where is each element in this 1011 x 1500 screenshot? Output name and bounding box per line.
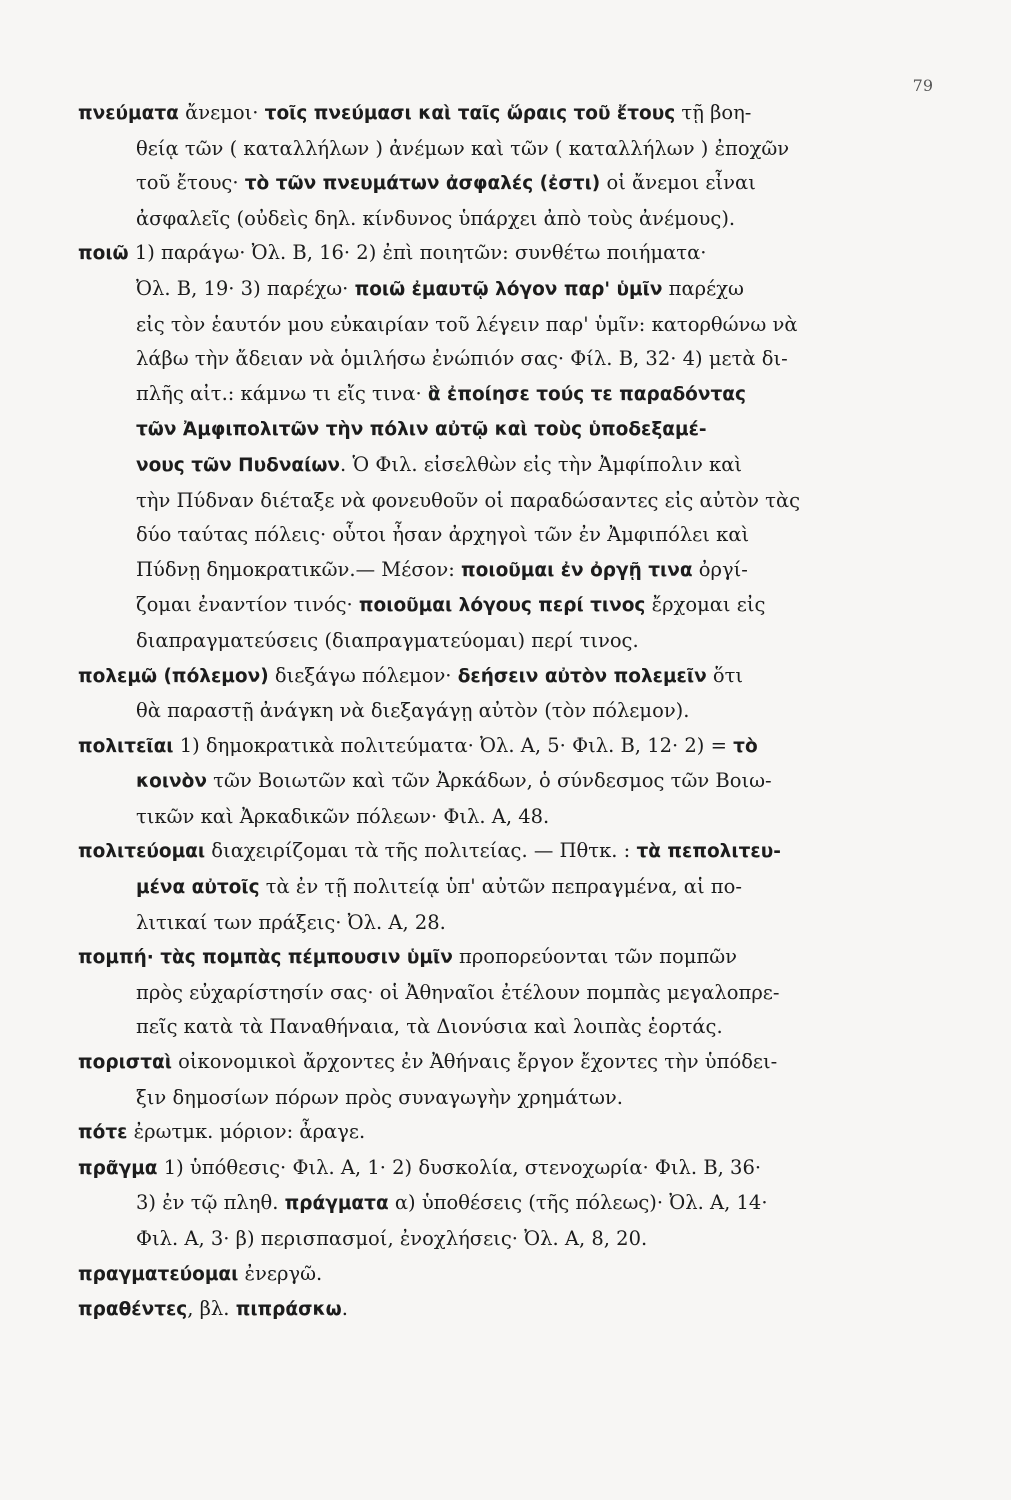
definition-text: ἀσφαλεῖς (οὐδεὶς δηλ. κίνδυνος ὑπάρχει ἀπὸ τοὺς ἀνέμους). (136, 206, 736, 230)
entry-continuation-line (78, 1081, 918, 1116)
entry-continuation-line (78, 448, 918, 484)
entry-continuation-line (78, 906, 918, 941)
definition-text: τὴν Πύδναν διέταξε νὰ φονευθοῦν οἱ παραδώσαντες εἰς αὐτὸν τὰς (136, 488, 801, 512)
entry-continuation-line (78, 484, 918, 519)
entry-first-line (78, 1151, 918, 1187)
definition-text: οἰκονομικοὶ ἄρχοντες ἐν Ἀθήναις ἔργον ἔχοντες τὴν ὑπόδει- (171, 1050, 778, 1074)
headword: ποιῶ (78, 243, 129, 265)
entry-continuation-line (78, 1186, 918, 1222)
definition-text: εἰς τὸν ἑαυτόν μου εὐκαιρίαν τοῦ λέγειν παρ' ὑμῖν: κατορθώνω νὰ (136, 312, 798, 336)
bold-phrase: τὰ πεπολιτευ- (636, 841, 781, 863)
definition-text: πεῖς κατὰ τὰ Παναθήναια, τὰ Διονύσια καὶ λοιπὰς ἑορτάς. (136, 1015, 723, 1039)
definition-text: 1) παράγω· Ὀλ. Β, 16· 2) ἐπὶ ποιητῶν: συνθέτω ποιήματα· (128, 241, 707, 265)
dictionary-entry (78, 1292, 918, 1328)
definition-text: 3) ἐν τῷ πληθ. (136, 1191, 285, 1215)
headword: πορισταὶ (78, 1052, 172, 1074)
bold-phrase: τὸ (733, 735, 758, 757)
dictionary-entry (78, 96, 918, 236)
headword: πομπή· τὰς πομπὰς πέμπουσιν ὑμῖν (78, 947, 453, 969)
headword: πότε (78, 1122, 128, 1144)
entry-first-line (78, 1045, 918, 1081)
entry-first-line (78, 1292, 918, 1328)
headword: πνεύματα (78, 103, 179, 124)
definition-text: 1) δημοκρατικὰ πολιτεύματα· Ὀλ. Α, 5· Φιλ. Β, 12· 2) = (173, 733, 734, 757)
dictionary-entry (78, 729, 918, 835)
dictionary-entry (78, 659, 918, 729)
bold-phrase: τὸ τῶν πνευμάτων ἀσφαλές (ἐστι) (244, 173, 601, 195)
entry-continuation-line (78, 166, 918, 202)
dictionary-text (78, 96, 918, 1328)
definition-text: θὰ παραστῇ ἀνάγκη νὰ διεξαγάγῃ αὐτὸν (τὸν πόλεμον). (136, 699, 690, 723)
definition-text: ὀργί- (692, 557, 748, 581)
page-number: 79 (912, 76, 933, 95)
entry-continuation-line (78, 976, 918, 1011)
definition-text: τικῶν καὶ Ἀρκαδικῶν πόλεων· Φιλ. Α, 48. (136, 804, 550, 828)
definition-text: Ὀλ. Β, 19· 3) παρέχω· (136, 276, 355, 300)
definition-text: οἱ ἄνεμοι εἶναι (600, 171, 756, 195)
entry-first-line (78, 96, 918, 132)
bold-phrase: τῶν Ἀμφιπολιτῶν τὴν πόλιν αὐτῷ καὶ τοὺς ὑποδεξαμέ- (136, 419, 707, 441)
definition-text: λάβω τὴν ἄδειαν νὰ ὁμιλήσω ἐνώπιόν σας· Φίλ. Β, 32· 4) μετὰ δι- (136, 347, 788, 371)
definition-text: ἐρωτμκ. μόριον: ἆραγε. (127, 1120, 366, 1144)
headword: πολιτεῖαι (78, 735, 174, 757)
definition-text: . (341, 1297, 348, 1321)
entry-continuation-line (78, 308, 918, 343)
definition-text: πλῆς αἰτ.: κάμνω τι εἴς τινα· (136, 381, 428, 405)
dictionary-entry (78, 1257, 918, 1293)
entry-first-line (78, 1257, 918, 1293)
definition-text: διαπραγματεύσεις (διαπραγματεύομαι) περί τινος. (136, 628, 639, 652)
entry-first-line (78, 834, 918, 870)
bold-phrase: νους τῶν Πυδναίων (136, 454, 341, 476)
definition-text: προπορεύονται τῶν πομπῶν (452, 945, 737, 969)
headword: πολιτεύομαι (78, 841, 206, 863)
entry-continuation-line (78, 694, 918, 729)
entry-continuation-line (78, 764, 918, 800)
definition-text: δύο ταύτας πόλεις· οὗτοι ἦσαν ἀρχηγοὶ τῶν ἐν Ἀμφιπόλει καὶ (136, 523, 750, 547)
entry-continuation-line (78, 132, 918, 167)
entry-continuation-line (78, 342, 918, 377)
definition-text: λιτικαί των πράξεις· Ὀλ. Α, 28. (136, 910, 446, 934)
headword: πρᾶγμα (78, 1157, 158, 1179)
entry-continuation-line (78, 870, 918, 906)
definition-text: τῶν Βοιωτῶν καὶ τῶν Ἀρκάδων, ὁ σύνδεσμος τῶν Βοιω- (206, 769, 772, 793)
definition-text: ὅτι (706, 663, 744, 687)
definition-text: ἄνεμοι· (178, 101, 265, 124)
entry-first-line (78, 940, 918, 976)
bold-phrase: δεήσειν αὐτὸν πολεμεῖν (457, 665, 707, 687)
entry-continuation-line (78, 800, 918, 835)
definition-text: τοῦ ἔτους· (136, 171, 245, 195)
dictionary-entry (78, 1115, 918, 1151)
definition-text: διαχειρίζομαι τὰ τῆς πολιτείας. — Πθτκ. : (205, 839, 637, 863)
headword: πραθέντες (78, 1299, 188, 1321)
definition-text: ἐνεργῶ. (238, 1261, 323, 1285)
definition-text: τῇ βοη- (675, 101, 752, 124)
bold-phrase: ποιοῦμαι ἐν ὀργῇ τινα (461, 559, 693, 581)
definition-text: . Ὁ Φιλ. εἰσελθὼν εἰς τὴν Ἀμφίπολιν καὶ (340, 452, 743, 476)
dictionary-entry (78, 236, 918, 658)
definition-text: παρέχω (662, 276, 744, 300)
definition-text: 1) ὑπόθεσις· Φιλ. Α, 1· 2) δυσκολία, στενοχωρία· Φιλ. Β, 36· (157, 1155, 762, 1179)
entry-first-line (78, 659, 918, 695)
bold-phrase: ποιοῦμαι λόγους περί τινος (358, 595, 646, 617)
definition-text: τὰ ἐν τῇ πολιτείᾳ ὑπ' αὐτῶν πεπραγμένα, αἱ πο- (259, 875, 742, 899)
dictionary-entry (78, 1151, 918, 1257)
bold-phrase: τοῖς πνεύμασι καὶ ταῖς ὥραις τοῦ ἔτους (264, 103, 676, 124)
entry-first-line (78, 1115, 918, 1151)
bold-phrase: κοινὸν (136, 771, 207, 793)
entry-continuation-line (78, 624, 918, 659)
entry-continuation-line (78, 412, 918, 448)
entry-continuation-line (78, 588, 918, 624)
entry-continuation-line (78, 553, 918, 589)
entry-continuation-line (78, 202, 918, 237)
entry-continuation-line (78, 377, 918, 413)
definition-text: θείᾳ τῶν ( καταλλήλων ) ἀνέμων καὶ τῶν ( καταλλήλων ) ἐποχῶν (136, 136, 790, 160)
entry-first-line (78, 236, 918, 272)
bold-phrase: μένα αὐτοῖς (136, 877, 260, 899)
dictionary-entry (78, 940, 918, 1045)
headword: πραγματεύομαι (78, 1263, 239, 1285)
entry-continuation-line (78, 272, 918, 308)
definition-text: , βλ. (187, 1297, 236, 1321)
entry-continuation-line (78, 1222, 918, 1257)
definition-text: ζομαι ἐναντίον τινός· (136, 593, 359, 617)
definition-text: α) ὑποθέσεις (τῆς πόλεως)· Ὀλ. Α, 14· (388, 1191, 768, 1215)
definition-text: Φιλ. Α, 3· β) περισπασμοί, ἐνοχλήσεις· Ὀλ. Α, 8, 20. (136, 1227, 648, 1250)
bold-phrase: ποιῶ ἐμαυτῷ λόγον παρ' ὑμῖν (354, 278, 663, 300)
dictionary-entry (78, 834, 918, 940)
headword: πολεμῶ (πόλεμον) (78, 665, 269, 687)
entry-continuation-line (78, 1010, 918, 1045)
definition-text: ἔρχομαι εἰς (645, 593, 766, 617)
definition-text: ξιν δημοσίων πόρων πρὸς συναγωγὴν χρημάτων. (136, 1085, 623, 1109)
bold-phrase: πράγματα (284, 1193, 389, 1215)
entry-first-line (78, 729, 918, 765)
bold-phrase: πιπράσκω (235, 1299, 342, 1321)
entry-continuation-line (78, 518, 918, 553)
definition-text: Πύδνῃ δημοκρατικῶν.— Μέσον: (136, 557, 462, 581)
definition-text: πρὸς εὐχαρίστησίν σας· οἱ Ἀθηναῖοι ἐτέλουν πομπὰς μεγαλοπρε- (136, 980, 780, 1004)
definition-text: διεξάγω πόλεμον· (268, 663, 458, 687)
dictionary-entry (78, 1045, 918, 1115)
bold-phrase: ἃ ἐποίησε τούς τε παραδόντας (427, 383, 746, 405)
